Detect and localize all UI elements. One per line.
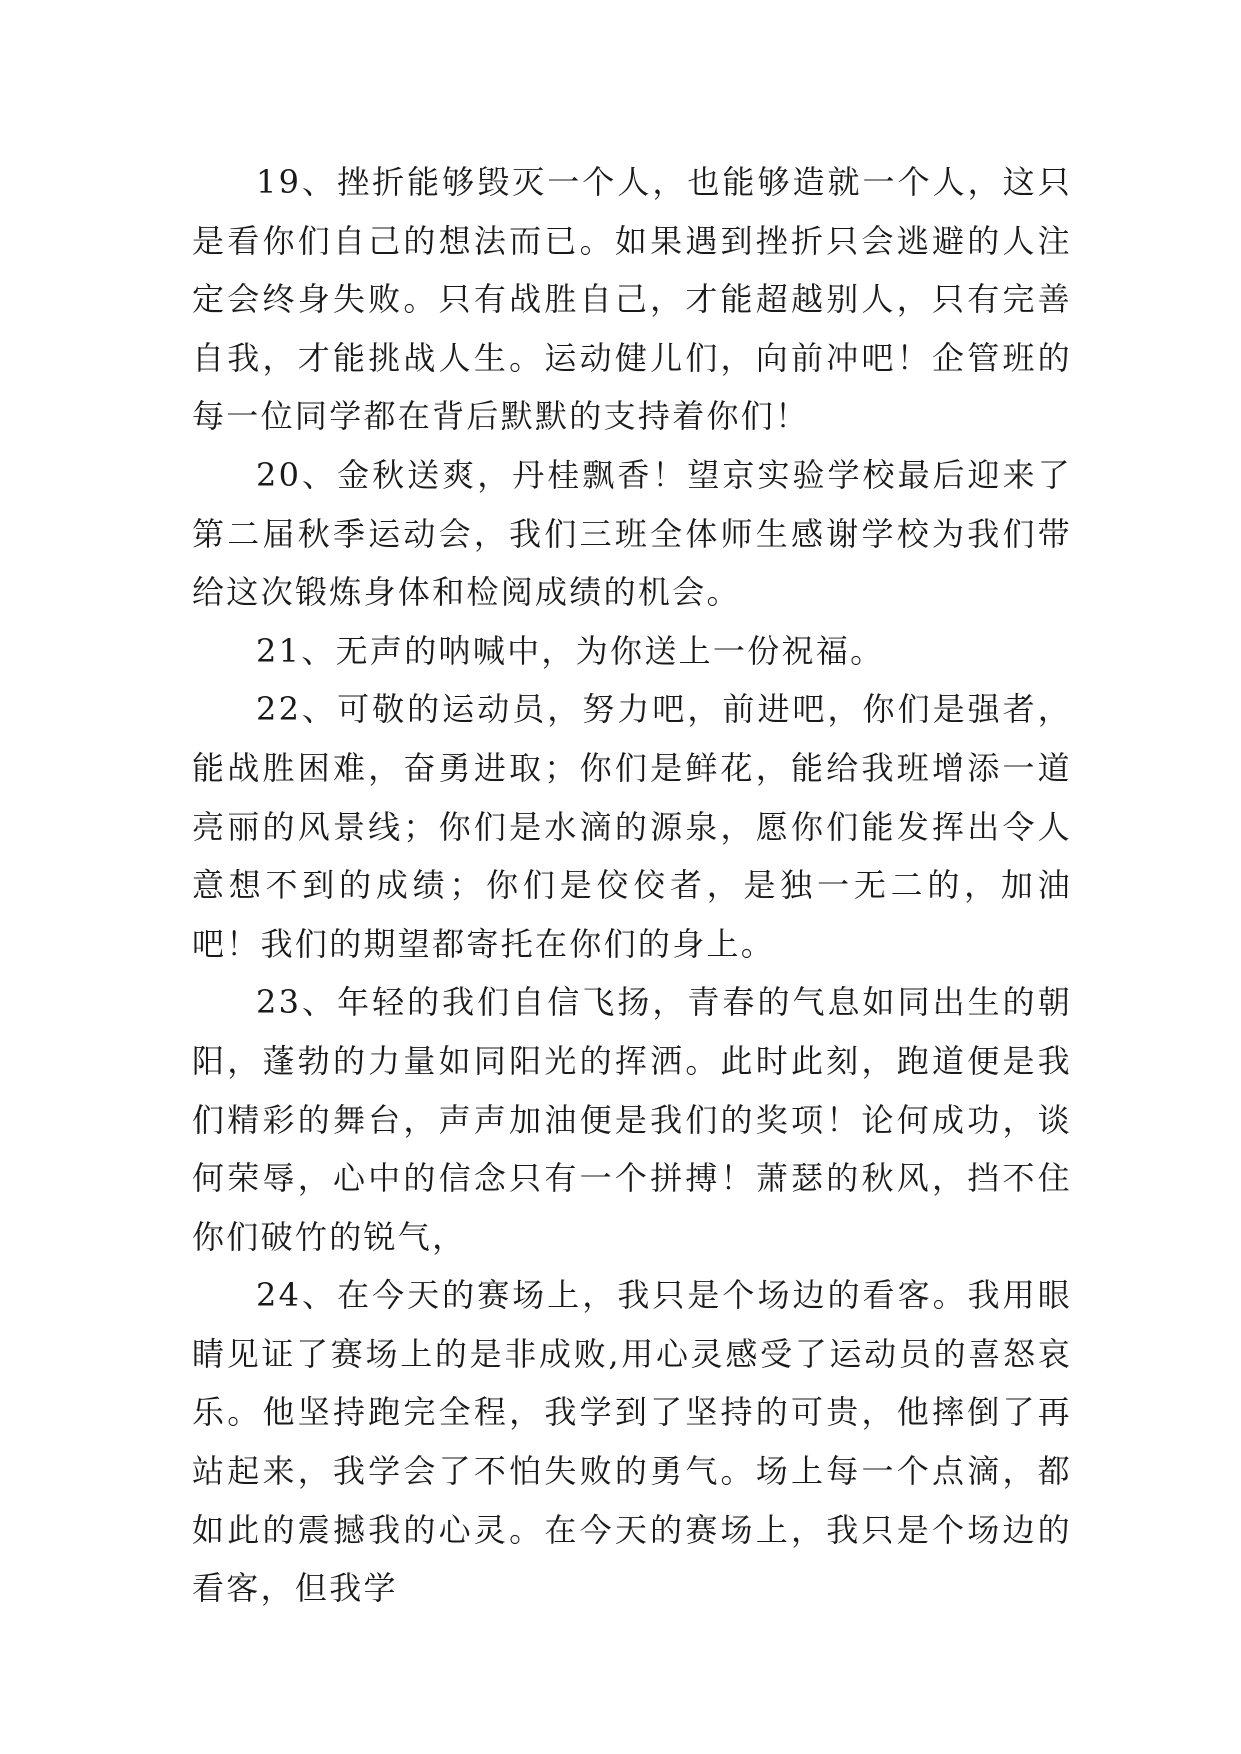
paragraph-19: 19、挫折能够毁灭一个人，也能够造就一个人，这只是看你们自己的想法而已。如果遇到挫折只会逃避的人注定会终身失败。只有战胜自己，才能超越别人，只有完善自我，才能挑战人生。运动健儿们，向前冲吧！企管班的每一位同学都在背后默默的支持着你们！ — [192, 163, 1072, 436]
paragraph-23: 23、年轻的我们自信飞扬，青春的气息如同出生的朝阳，蓬勃的力量如同阳光的挥洒。此时此刻，跑道便是我们精彩的舞台，声声加油便是我们的奖项！论何成功，谈何荣辱，心中的信念只有一个拼搏！萧瑟的秋风，挡不住你们破竹的锐气， — [192, 983, 1072, 1256]
paragraph-21: 21、无声的呐喊中，为你送上一份祝福。 — [256, 631, 885, 670]
paragraph-24: 24、在今天的赛场上，我只是个场边的看客。我用眼睛见证了赛场上的是非成败,用心灵感受了运动员的喜怒哀乐。他坚持跑完全程，我学到了坚持的可贵，他摔倒了再站起来，我学会了不怕失败的勇气。场上每一个点滴，都如此的震撼我的心灵。在今天的赛场上，我只是个场边的看客，但我学 — [192, 1276, 1072, 1608]
document-body — [192, 153, 1072, 1618]
paragraph-22: 22、可敬的运动员，努力吧，前进吧，你们是强者，能战胜困难，奋勇进取；你们是鲜花，能给我班增添一道亮丽的风景线；你们是水滴的源泉，愿你们能发挥出令人意想不到的成绩；你们是佼佼者，是独一无二的，加油吧！我们的期望都寄托在你们的身上。 — [192, 690, 1072, 963]
paragraph-20: 20、金秋送爽，丹桂飘香！望京实验学校最后迎来了第二届秋季运动会，我们三班全体师生感谢学校为我们带给这次锻炼身体和检阅成绩的机会。 — [192, 455, 1072, 612]
